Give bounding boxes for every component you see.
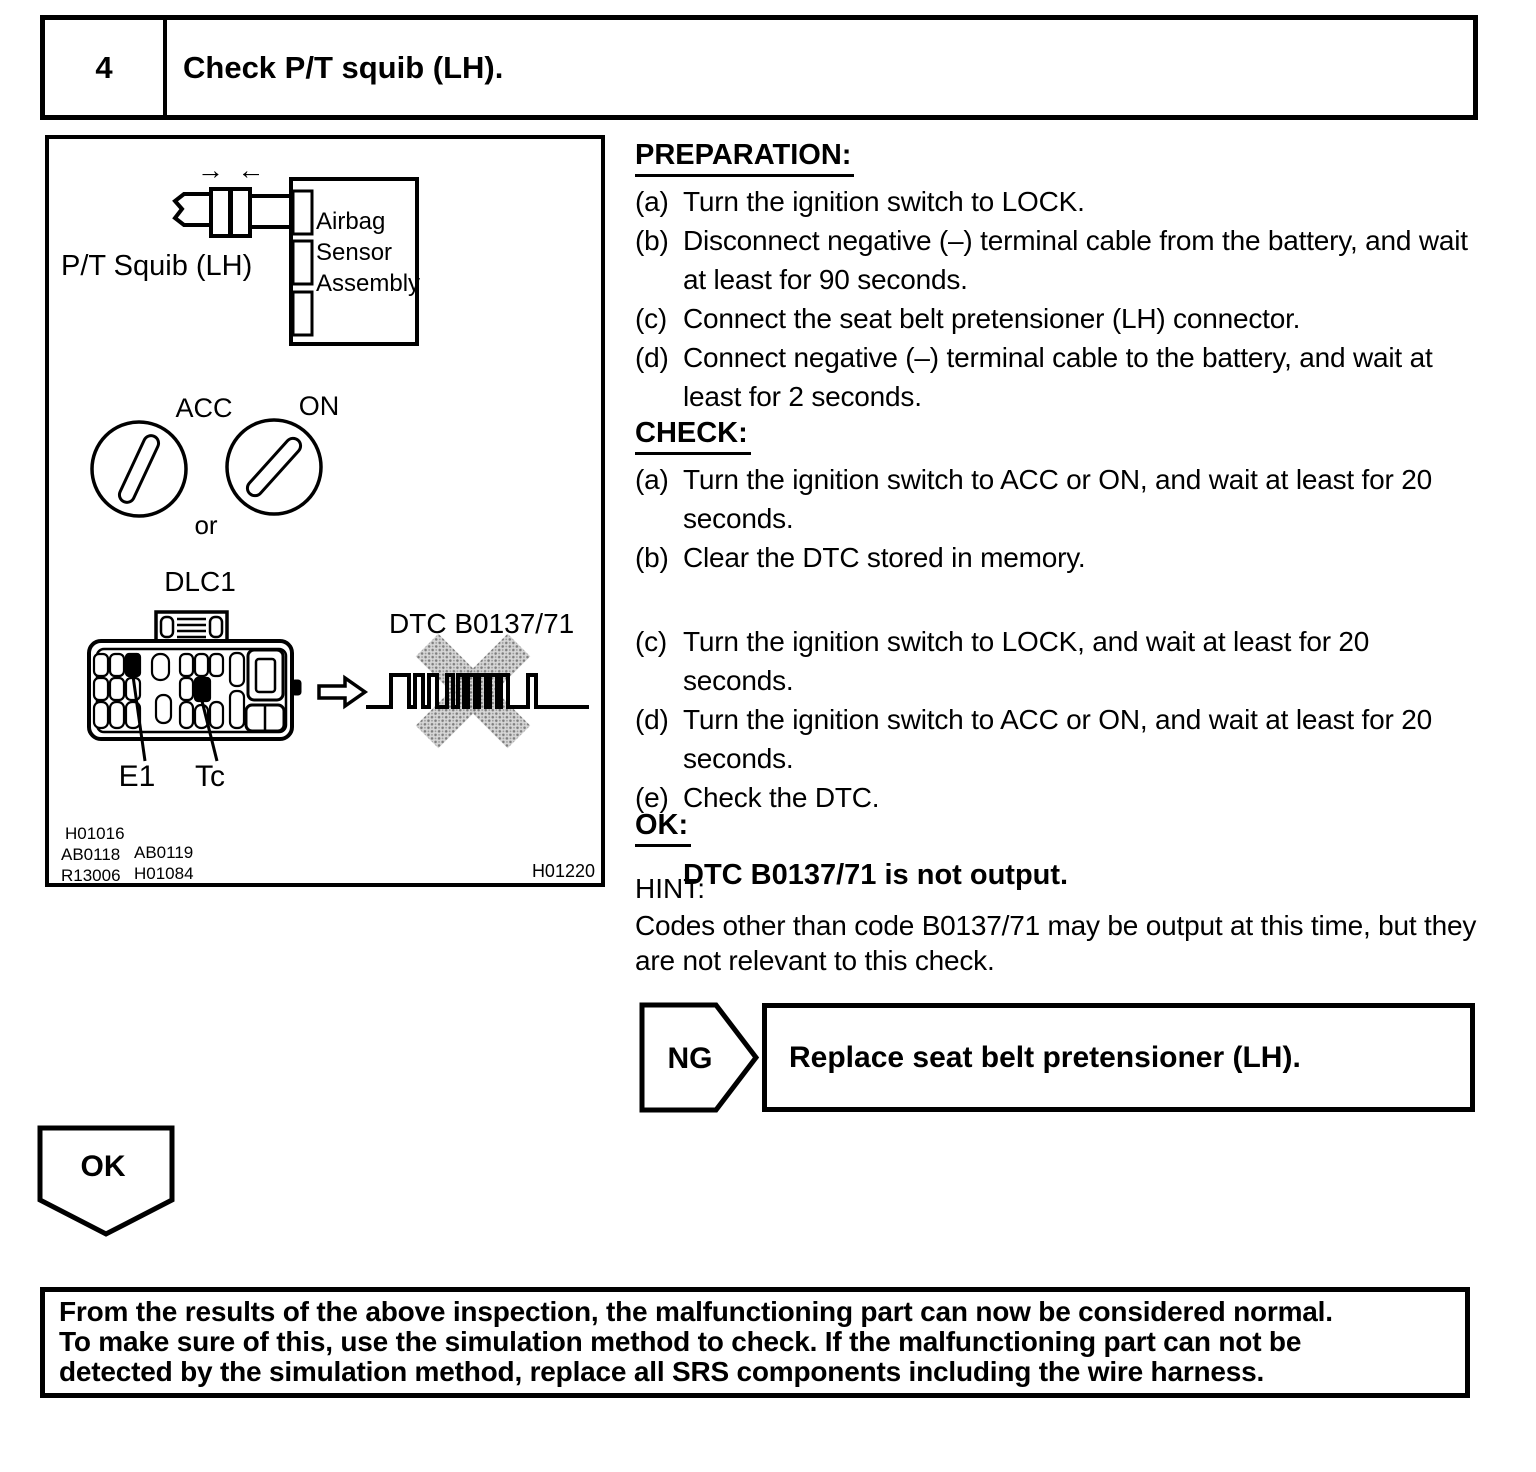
footer-note-box [40,1287,1470,1398]
check-item-d [635,700,1485,778]
check-item-c [635,622,1485,700]
or-label: or [194,510,218,540]
check-item-a [635,460,1485,538]
press-together-arrows-icon: → ← [197,155,268,185]
item-label: (a) [635,186,669,217]
ok-arrow-icon [35,1123,177,1239]
ok-heading: OK: [635,808,691,847]
step-header [40,15,1478,120]
item-text: Connect the seat belt pretensioner (LH) connector. [683,303,1301,334]
check-heading: CHECK: [635,416,751,455]
preparation-item-a [635,182,1485,221]
preparation-heading: PREPARATION: [635,138,854,177]
item-text: Check the DTC. [683,782,880,813]
ng-action-box [762,1003,1475,1112]
step-title: Check P/T squib (LH). [183,49,504,85]
item-text: Turn the ignition switch to LOCK, and wait at least for 20 seconds. [683,626,1370,696]
dtc-waveform [366,675,589,707]
item-label: (b) [635,542,669,573]
item-label: (d) [635,704,669,735]
dlc1-label: DLC1 [164,566,236,597]
item-label: (c) [635,626,668,657]
squib-label: P/T Squib (LH) [61,250,253,282]
dtc-code-label: DTC B0137/71 [389,608,575,639]
ng-arrow-icon [638,1001,760,1114]
ng-row [638,1001,1483,1114]
figure-box [45,135,605,887]
hint-section [635,869,1487,978]
figure-code-5: H01084 [134,864,194,883]
ng-label: NG [667,1042,713,1075]
figure-code-3: AB0119 [134,843,194,862]
preparation-item-b [635,221,1485,299]
preparation-item-c [635,299,1485,338]
step-number: 4 [45,20,167,115]
item-label: (b) [635,225,669,256]
item-text: Turn the ignition switch to ACC or ON, and wait at least for 20 seconds. [683,464,1432,534]
ok-arrow-label: OK [80,1150,126,1183]
item-text: Disconnect negative (–) terminal cable from the battery, and wait at least for 90 seconds. [683,225,1468,295]
footer-line-3: detected by the simulation method, replace all SRS components including the wire harness. [59,1356,1265,1387]
airbag-label-2: Sensor [316,239,393,266]
airbag-label-3: Assembly [316,270,421,297]
ng-action-text: Replace seat belt pretensioner (LH). [789,1040,1301,1074]
figure-code-right: H01220 [531,861,595,881]
on-label: ON [298,391,340,421]
tc-pin [195,678,210,701]
figure-code-4: R13006 [61,866,121,883]
item-label: (d) [635,342,669,373]
right-arrow-icon [319,678,365,706]
item-text: Connect negative (–) terminal cable to the battery, and wait at least for 2 seconds. [683,342,1433,412]
e1-label: E1 [118,760,156,793]
preparation-item-d [635,338,1485,416]
acc-label: ACC [175,393,233,423]
dlc1-connector [89,612,301,761]
airbag-label-1: Airbag [316,208,386,235]
item-text: Clear the DTC stored in memory. [683,542,1086,573]
footer-line-2: To make sure of this, use the simulation method to check. If the malfunctioning part can not be [59,1326,1302,1357]
hint-text: Codes other than code B0137/71 may be output at this time, but they are not relevant to this check. [635,910,1477,976]
ignition-switch-icons [92,420,321,516]
check-item-b [635,538,1485,577]
squib-plug [175,194,211,225]
figure-code-1: H01016 [65,824,125,843]
ok-result-text: DTC B0137/71 is not output. [683,859,1069,891]
item-text: Turn the ignition switch to LOCK. [683,186,1085,217]
figure-code-2: AB0118 [61,845,121,864]
item-label: (e) [635,782,669,813]
e1-pin [126,654,140,676]
hint-heading: HINT: [635,873,705,904]
footer-line-1: From the results of the above inspection, the malfunctioning part can now be considered normal. [59,1296,1333,1327]
tc-label: Tc [195,760,225,793]
wiring-diagram [49,139,601,883]
instructions-column [635,138,1485,817]
item-label: (c) [635,303,668,334]
item-label: (a) [635,464,669,495]
item-text: Turn the ignition switch to ACC or ON, and wait at least for 20 seconds. [683,704,1432,774]
